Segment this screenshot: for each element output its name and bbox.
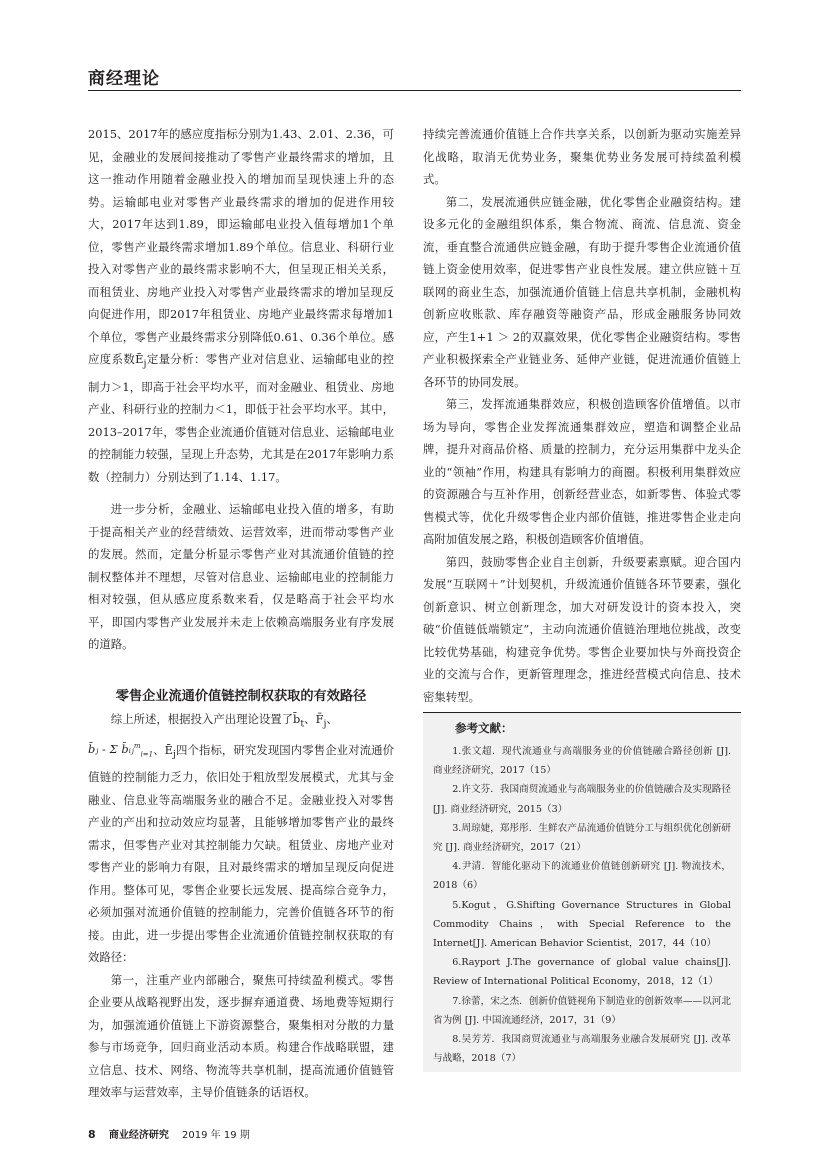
reference-item: 6.Rayport J.The governance of global value chains[J]. Review of International Political Economy，2018，12（1） [433, 957, 731, 988]
reference-item: 8.吴芳芳．我国商贸流通业与高端服务业融合发展研究 [J]. 改革与战略，2018（7） [433, 1034, 731, 1065]
paragraph-formula: 综上所述，根据投入产出理论设置了$b̄_t$、$F̄_j$、 [110, 711, 338, 730]
reference-item: 2.许文芬．我国商贸流通业与高端服务业的价值链融合及实现路径 [J]. 商业经济研究，2015（3） [433, 784, 731, 815]
journal-name: 商业经济研究 [108, 1130, 169, 1141]
formula: b̄ⱼ - Σ b̄ᵢⱼ$^m_{i=1}$ [88, 742, 154, 759]
paragraph: 第二，发展流通供应链金融，优化零售企业融资结构。建设多元化的金融组织体系，集合物流、商流、信息流、资金流，垂直整合流通供应链金融，有助于提升零售企业流通价值链上资金使用效率，促进零售产业良性发展。建立供应链＋互联网的商业生态，加强流通价值链上信息共享机制，金融机构创新应收账款、库存融资等融资产品，形成金融服务协同效应，产生1+1 ＞ 2的双赢效果，优化零售企业融资结构。零售产业积极探索全产业链业务、延伸产业链，促进流通价值链上各环节的协同发展。 [423, 194, 741, 389]
section-title: 零售企业流通价值链控制权获取的有效路径 [115, 688, 367, 704]
references-list [433, 742, 731, 1068]
header-rule [88, 90, 741, 91]
page-number: 8 [88, 1128, 96, 1141]
reference-item: 1.张文超．现代流通业与高端服务业的价值链融合路径创新 [J]. 商业经济研究，2017（15） [433, 746, 731, 777]
reference-item: 3.周琼婕，郑彤彤．生鲜农产品流通价值链分工与组织优化创新研究 [J]. 商业经济研究，2017（21） [433, 822, 731, 854]
paragraph: 第三，发挥流通集群效应，积极创造顾客价值增值。以市场为导向，零售企业发挥流通集群效应，塑造和调整企业品牌，提升对商品价格、质量的控制力，充分运用集群中龙头企业的“领袖”作用，构建具有影响力的商圈。积极利用集群效应的资源融合与互补作用，创新经营业态，如新零售、体验式零售模式等，优化升级零售企业内部价值链，推进零售企业走向高附加值发展之路，积极创造顾客价值增值。 [423, 397, 741, 546]
right-column [423, 123, 741, 708]
reference-item: 4.尹清．智能化驱动下的流通业价值链创新研究 [J]. 物流技术，2018（6） [433, 861, 731, 892]
references-rule [423, 712, 741, 713]
paragraph: 第一，注重产业内部融合，聚焦可持续盈利模式。零售企业要从战略视野出发，逐步摒弃通道费、场地费等短期行为，加强流通价值链上下游资源整合，聚集相对分散的力量参与市场竞争，回归商业活动本质。构建合作战略联盟，建立信息、技术、网络、物流等共享机制，提高流通价值链管理效率与运营效率，主导价值链条的话语权。 [88, 972, 394, 1100]
reference-item: 7.徐蕾，宋之杰．创新价值链视角下制造业的创新效率——以河北省为例 [J]. 中国流通经济，2017，31（9） [433, 995, 731, 1026]
references-title: 参考文献： [455, 721, 513, 735]
issue-label: 2019 年 19 期 [182, 1130, 250, 1141]
page-footer [88, 1126, 250, 1141]
reference-item: 5.Kogut，G.Shifting Governance Structures in Global Commodity Chains，with Special Reference to the Internet[J]. American Behavior Scientist，2017，44（10） [433, 899, 731, 950]
paragraph: 第四，鼓励零售企业自主创新，升级要素禀赋。迎合国内发展“互联网＋”计划契机，升级流通价值链各环节要素，强化创新意识、树立创新理念，加大对研发设计的资本投入，突破“价值链低端锁定”，主动向流通价值链治理地位挑战，改变比较优势基础，构建竞争优势。零售企业要加快与外商投资企业的交流与合作，更新管理理念，推进经营模式向信息、技术密集转型。 [423, 554, 741, 704]
paragraph: 2015、2017年的感应度指标分别为1.43、2.01、2.36，可见，金融业的发展间接推动了零售产业最终需求的增加，且这一推动作用随着金融业投入的增加而呈现快速上升的态势。运输邮电业对零售产业最终需求的增加的促进作用较大，2017年达到1.89，即运输邮电业投入值每增加1个单位，零售产业最终需求增加1.89个单位。信息业、科研行业投入对零售产业的最终需求影响不大，但呈现正相关关系，而租赁业、房地产业投入对零售产业最终需求的增加呈现反向促进作用，即2017年租赁业、房地产业最终需求每增加1个单位，零售产业最终需求分别降低0.61、0.36个单位。感应度系数$Ē_j$定量分析：零售产业对信息业、运输邮电业的控制力＞1，即高于社会平均水平，而对金融业、租赁业、房地产业、科研行业的控制力＜1，即低于社会平均水平。其中，2013–2017年，零售企业流通价值链对信息业、运输邮电业的控制能力较强，呈现上升态势，尤其是在2017年影响力系数（控制力）分别达到了1.14、1.17。 [88, 127, 394, 484]
paragraph: 进一步分析，金融业、运输邮电业投入值的增多，有助于提高相关产业的经营绩效、运营效率，进而带动零售产业的发展。然而，定量分析显示零售产业对其流通价值链的控制权整体并不理想，尽管对信息业、运输邮电业的控制能力相对较强，但从感应度系数来看，仅是略高于社会平均水平，即国内零售产业发展并未走上依赖高端服务业有序发展的道路。 [88, 502, 394, 652]
paragraph: 持续完善流通价值链上合作共享关系，以创新为驱动实施差异化战略，取消无优势业务，聚集优势业务发展可持续盈利模式。 [423, 127, 741, 186]
running-header-title: 商经理论 [88, 69, 160, 89]
paragraph: b̄ⱼ - Σ b̄ᵢⱼ$^m_{i=1}$、$Ē_j$四个指标，研究发现国内零售企业对流通价值链的控制能力乏力，依旧处于粗放型发展模式，尤其与金融业、信息业等高端服务业的融合不足。金融业投入对零售产业的产出和拉动效应均显著，且能够增加零售产业的最终需求，但零售产业对其控制能力欠缺。租赁业、房地产业对零售产业的影响力有限，且对最终需求的增加呈现反向促进作用。整体可见，零售企业要长远发展、提高综合竞争力，必须加强对流通价值链的控制能力，完善价值链各环节的衔接。由此，进一步提出零售企业流通价值链控制权获取的有效路径： [88, 742, 394, 965]
left-column [88, 123, 394, 1104]
